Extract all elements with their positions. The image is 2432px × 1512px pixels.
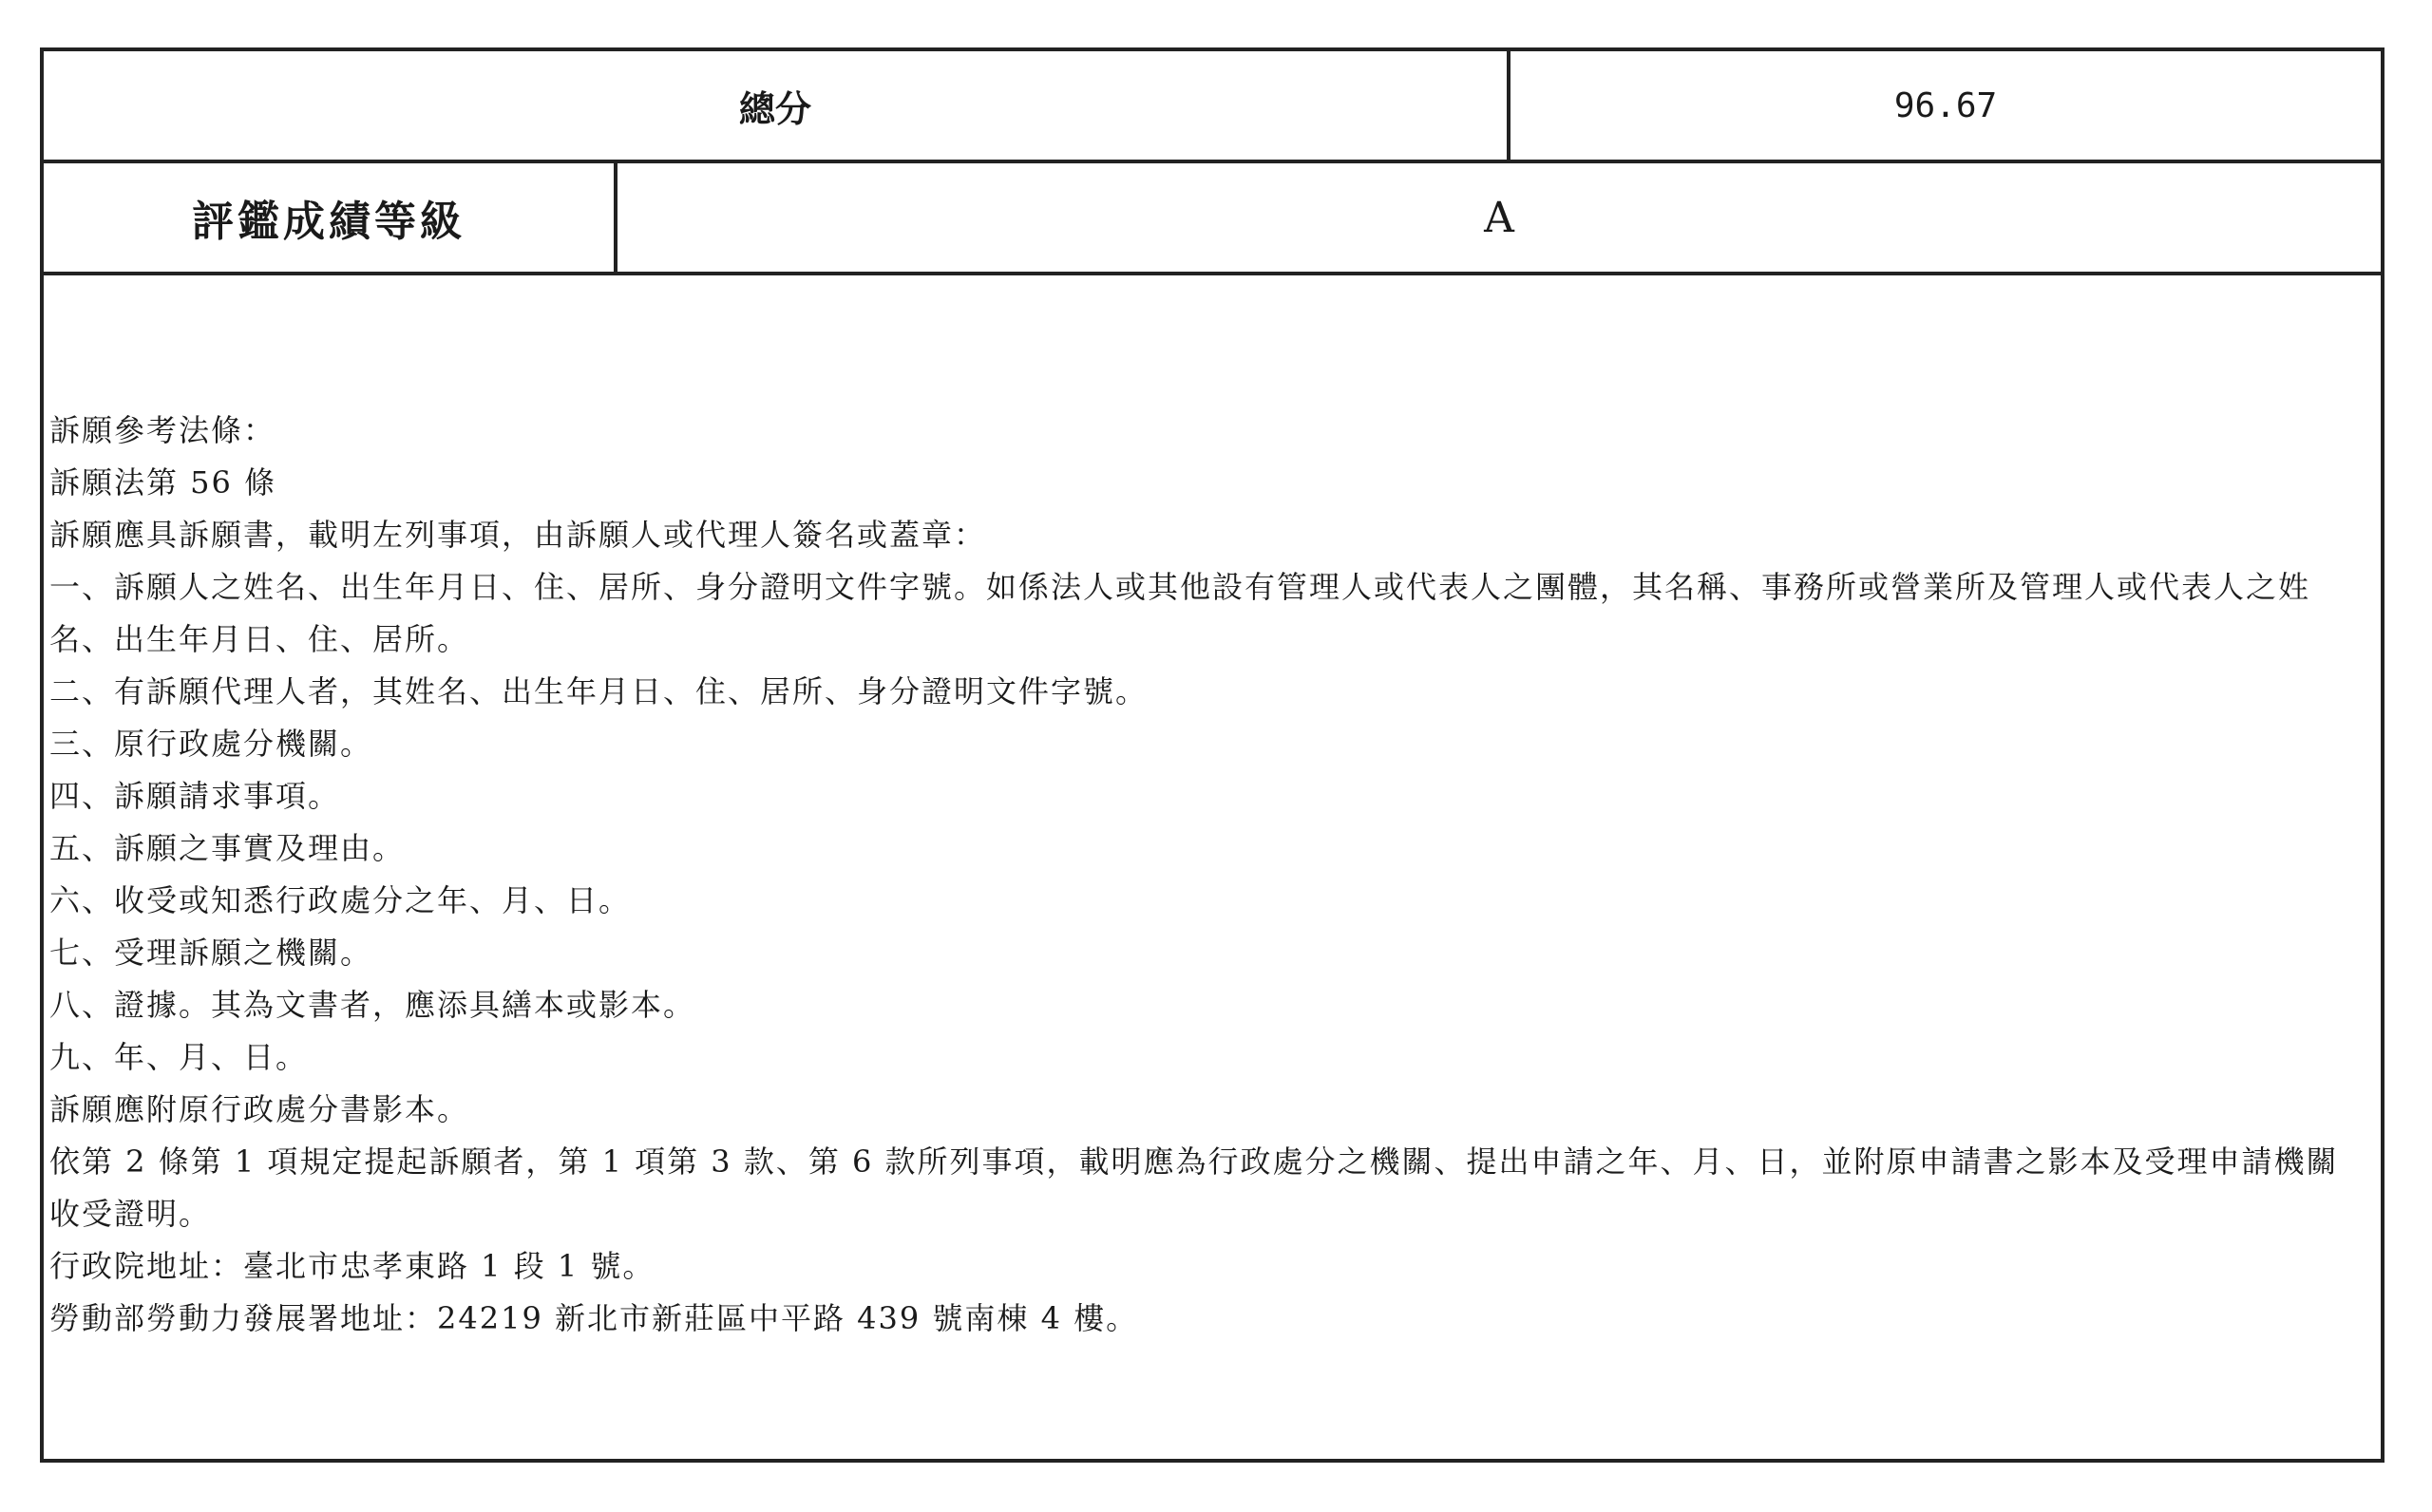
notes-intro: 訴願應具訴願書，載明左列事項，由訴願人或代理人簽名或蓋章： [49, 517, 987, 553]
notes-item-8: 八、證據。其為文書者，應添具繕本或影本。 [49, 987, 696, 1023]
notes-item-3: 三、原行政處分機關。 [49, 726, 373, 762]
notes-item-5: 五、訴願之事實及理由。 [49, 830, 406, 866]
notes-item-4: 四、訴願請求事項。 [49, 778, 341, 814]
notes-law: 訴願法第 56 條 [49, 464, 277, 501]
notes-item-7: 七、受理訴願之機關。 [49, 935, 373, 971]
notes-attachment: 訴願應附原行政處分書影本。 [49, 1091, 470, 1127]
evaluation-form [40, 47, 2384, 1463]
total-score-label: 總分 [44, 51, 1510, 160]
notes-address-labor-agency: 勞動部勞動力發展署地址：24219 新北市新莊區中平路 439 號南棟 4 樓。 [49, 1300, 1139, 1336]
appeal-notes [49, 405, 2367, 1345]
notes-heading: 訴願參考法條： [49, 412, 276, 448]
notes-item-9: 九、年、月、日。 [49, 1039, 309, 1075]
grade-label: 評鑑成績等級 [44, 163, 618, 272]
notes-address-executive-yuan: 行政院地址：臺北市忠孝東路 1 段 1 號。 [49, 1248, 656, 1284]
notes-item-1: 一、訴願人之姓名、出生年月日、住、居所、身分證明文件字號。如係法人或其他設有管理人或代表人之團體，其名稱、事務所或營業所及管理人或代表人之姓名、出生年月日、住、居所。 [49, 569, 2311, 657]
grade-row [44, 163, 2381, 275]
total-score-row [44, 51, 2381, 163]
notes-item-2: 二、有訴願代理人者，其姓名、出生年月日、住、居所、身分證明文件字號。 [49, 673, 1149, 709]
notes-rule: 依第 2 條第 1 項規定提起訴願者，第 1 項第 3 款、第 6 款所列事項，載明應為行政處分之機關、提出申請之年、月、日，並附原申請書之影本及受理申請機關收受證明。 [49, 1143, 2339, 1232]
grade-value: A [1484, 193, 1514, 242]
notes-item-6: 六、收受或知悉行政處分之年、月、日。 [49, 882, 632, 918]
total-score-value: 96.67 [1893, 85, 1998, 125]
